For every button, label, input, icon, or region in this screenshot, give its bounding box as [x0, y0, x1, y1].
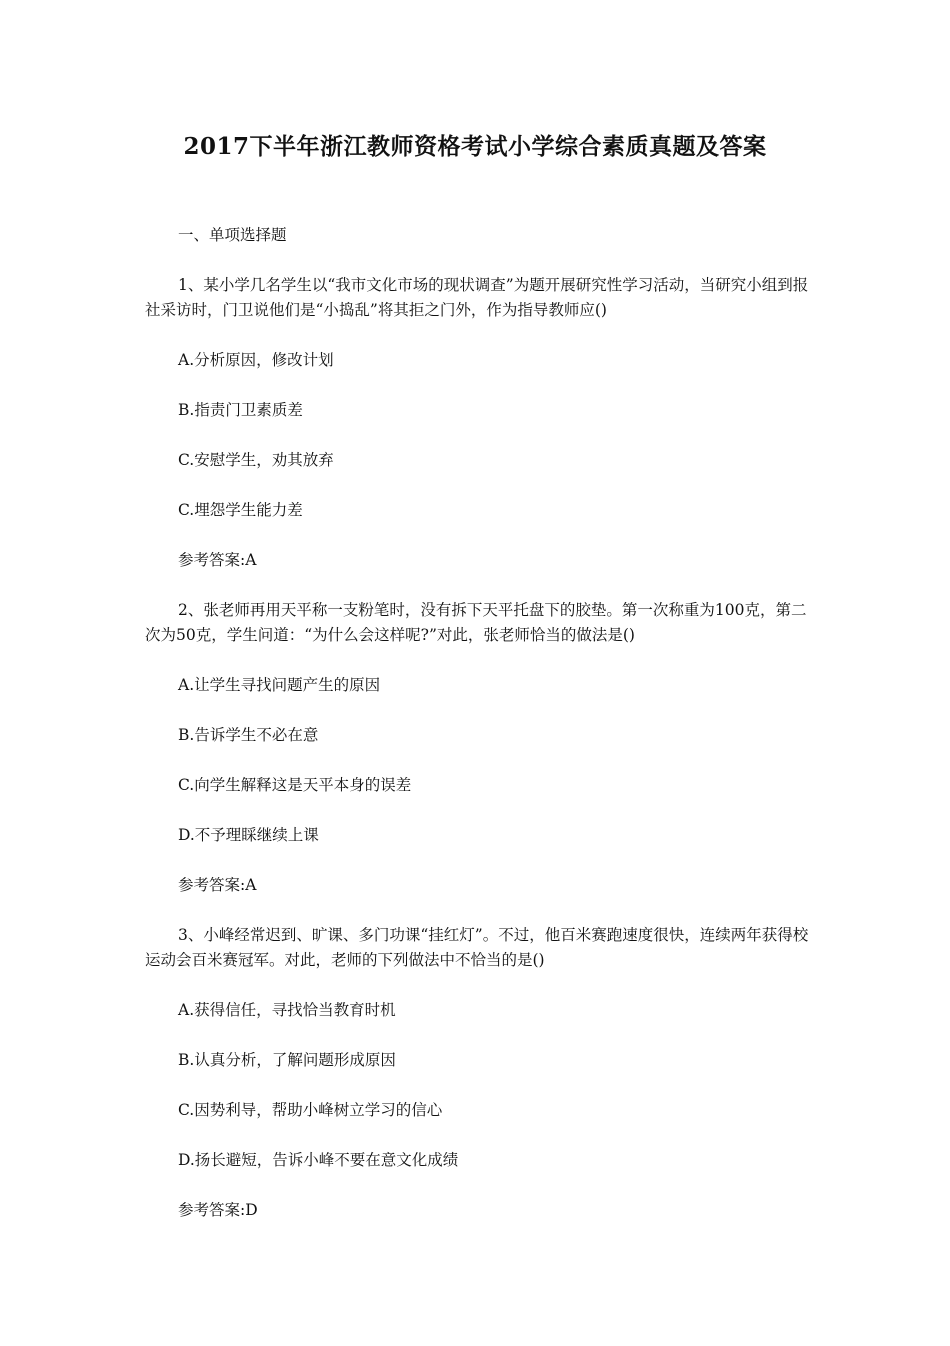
question-option: C.安慰学生，劝其放弃: [178, 451, 334, 469]
answer-line: 参考答案:D: [178, 1201, 258, 1219]
question-option: A.让学生寻找问题产生的原因: [178, 676, 381, 694]
question-option: A.获得信任，寻找恰当教育时机: [178, 1001, 396, 1019]
answer-line: 参考答案:A: [178, 876, 257, 894]
question-stem: 2、张老师再用天平称一支粉笔时，没有拆下天平托盘下的胶垫。第一次称重为100克，第二次为50克，学生问道：“为什么会这样呢?”对此，张老师恰当的做法是(): [145, 601, 807, 644]
question-option: B.认真分析，了解问题形成原因: [178, 1051, 396, 1069]
question-option: B.指责门卫素质差: [178, 401, 303, 419]
question-option: B.告诉学生不必在意: [178, 726, 319, 744]
section-heading: 一、单项选择题: [178, 226, 287, 244]
question-option: D.扬长避短，告诉小峰不要在意文化成绩: [178, 1151, 459, 1169]
question-option: C.因势利导，帮助小峰树立学习的信心: [178, 1101, 443, 1119]
question-stem: 3、小峰经常迟到、旷课、多门功课“挂红灯”。不过，他百米赛跑速度很快，连续两年获得校运动会百米赛冠军。对此，老师的下列做法中不恰当的是(): [145, 926, 809, 969]
question-option: A.分析原因，修改计划: [178, 351, 334, 369]
answer-line: 参考答案:A: [178, 551, 257, 569]
question-stem: 1、某小学几名学生以“我市文化市场的现状调查”为题开展研究性学习活动，当研究小组到报社采访时，门卫说他们是“小捣乱”将其拒之门外，作为指导教师应(): [145, 276, 809, 319]
question-option: D.不予理睬继续上课: [178, 826, 319, 844]
document-title: 2017下半年浙江教师资格考试小学综合素质真题及答案: [183, 133, 767, 160]
question-option: C.向学生解释这是天平本身的误差: [178, 776, 412, 794]
question-option: C.埋怨学生能力差: [178, 501, 303, 519]
